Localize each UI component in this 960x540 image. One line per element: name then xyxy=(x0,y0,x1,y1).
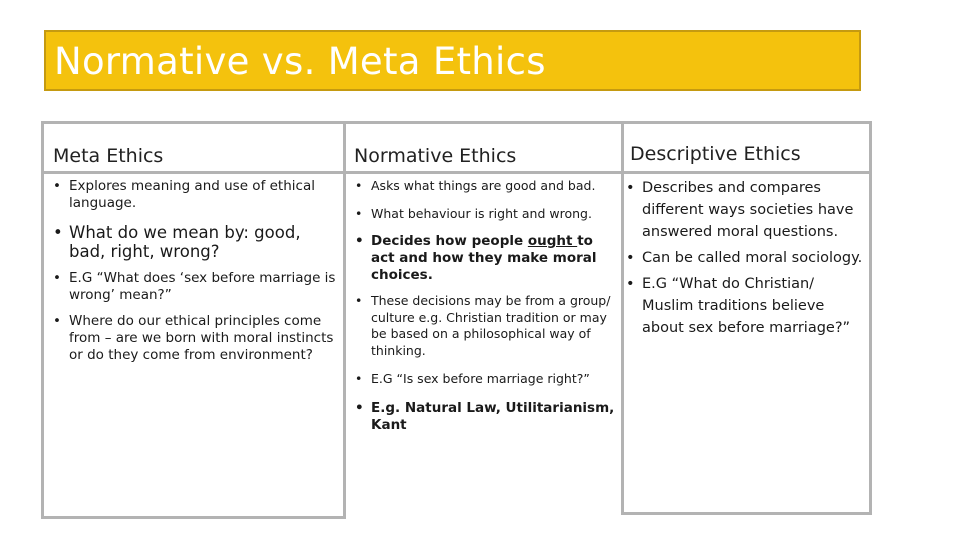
meta-ethics-list xyxy=(53,178,341,364)
list-item-text: Decides how people xyxy=(371,233,528,249)
header-divider xyxy=(44,171,870,174)
list-item-text: to act and how they make moral choices. xyxy=(371,233,597,283)
descriptive-ethics-list xyxy=(626,177,864,339)
list-item: • What do we mean by: good, bad, right, wrong? xyxy=(53,223,341,261)
list-item: • Asks what things are good and bad. xyxy=(355,178,621,195)
list-item: • Can be called moral sociology. xyxy=(626,247,864,269)
list-item xyxy=(355,233,621,284)
page-title: Normative vs. Meta Ethics xyxy=(54,40,546,83)
list-item: • E.G “Is sex before marriage right?” xyxy=(355,371,621,388)
list-item: • E.g. Natural Law, Utilitarianism, Kant xyxy=(355,400,621,434)
list-item: • Describes and compares different ways societies have answered moral questions. xyxy=(626,177,864,243)
list-item: • Explores meaning and use of ethical language. xyxy=(53,178,341,212)
list-item: • What behaviour is right and wrong. xyxy=(355,206,621,223)
list-item: • E.G “What does ‘sex before marriage is wrong’ mean?” xyxy=(53,270,341,304)
list-item: • Where do our ethical principles come from – are we born with moral instincts or do they come from environment? xyxy=(53,313,341,364)
normative-ethics-list xyxy=(355,178,621,434)
descriptive-ethics-heading: Descriptive Ethics xyxy=(630,143,801,165)
list-item: • These decisions may be from a group/ culture e.g. Christian tradition or may be based on a philosophical way of thinking. xyxy=(355,293,621,359)
emphasis-ought: ought xyxy=(527,233,578,249)
normative-ethics-heading: Normative Ethics xyxy=(354,145,517,167)
list-item: • E.G “What do Christian/ Muslim traditions believe about sex before marriage?” xyxy=(626,273,864,339)
title-bar xyxy=(44,30,861,91)
meta-ethics-heading: Meta Ethics xyxy=(53,145,164,167)
